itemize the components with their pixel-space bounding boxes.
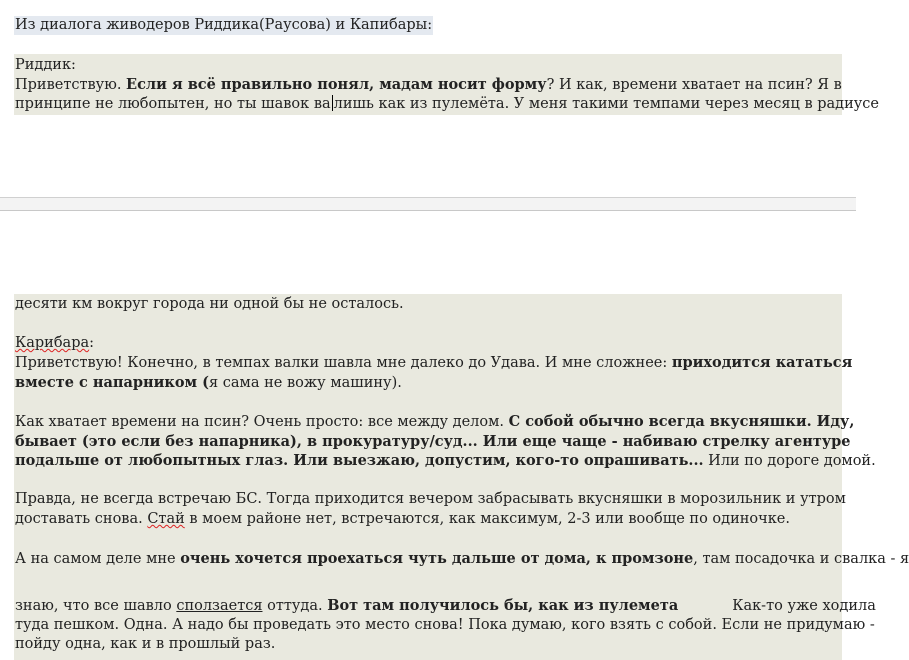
text-run: в моем районе нет, встречаются, как максимум, 2-3 или вообще по одиночке.	[184, 511, 790, 527]
speaker-label-kapibara[interactable]	[15, 334, 94, 353]
text-run: доставать снова.	[15, 511, 148, 527]
document-title[interactable]: Из диалога живодеров Риддика(Раусова) и Капибары:	[15, 17, 433, 33]
text-run: А на самом деле мне	[15, 551, 181, 567]
text-cursor	[332, 95, 333, 111]
text-line[interactable]	[15, 412, 854, 431]
bold-run: Если я всё правильно понял, мадам носит форму	[126, 76, 547, 93]
text-run: знаю, что все шавло	[15, 598, 177, 614]
bold-run: очень хочется проехаться чуть дальше от дома, к промзоне	[180, 550, 694, 567]
bold-run: Вот там получилось бы, как из пулемета	[327, 597, 679, 614]
misspelled-word[interactable]: Стай	[147, 511, 185, 527]
speaker-label-riddik[interactable]: Риддик:	[15, 57, 76, 73]
text-line[interactable]	[15, 373, 402, 392]
text-run: оттуда.	[262, 598, 328, 614]
bold-run: бывает (это если без напарника), в прокуратуру/суд... Или еще чаще - набиваю стрелку агентуре	[15, 433, 851, 450]
text-line[interactable]: десяти км вокруг города ни одной бы не осталось.	[15, 296, 404, 312]
text-line[interactable]	[15, 432, 850, 451]
text-run: лишь как из пулемёта. У меня такими темпами через месяц в радиусе	[333, 96, 879, 112]
text-line[interactable]	[15, 549, 909, 568]
text-line[interactable]	[15, 510, 790, 529]
text-line[interactable]: Правда, не всегда встречаю БС. Тогда приходится вечером забрасывать вкусняшки в морозильник и утром	[15, 491, 846, 507]
bold-run: подальше от любопытных глаз. Или выезжаю, допустим, кого-то опрашивать...	[15, 452, 704, 469]
page-break	[0, 198, 856, 211]
text-run: , там посадочка и свалка - я	[693, 551, 909, 567]
text-run: Или по дороге домой.	[703, 453, 876, 469]
text-run: Приветствую! Конечно, в темпах валки шавла мне далеко до Удава. И мне сложнее:	[15, 355, 672, 371]
text-line[interactable]: пойду одна, как и в прошлый раз.	[15, 636, 276, 652]
text-run: принципе не любопытен, но ты шавок ва	[15, 96, 331, 112]
text-line[interactable]	[15, 353, 852, 372]
misspelled-word[interactable]: Карибара	[15, 335, 90, 351]
text-run: Как-то уже ходила	[732, 598, 876, 614]
text-run: ? И как, времени хватает на псин? Я в	[546, 77, 842, 93]
underlined-word: сползается	[176, 598, 263, 614]
text-line[interactable]	[15, 75, 842, 94]
bold-run: приходится кататься	[671, 354, 853, 371]
text-line[interactable]	[15, 451, 876, 470]
text-line[interactable]	[15, 95, 879, 114]
bold-run: С собой обычно всегда вкусняшки. Иду,	[508, 413, 855, 430]
text-line[interactable]: туда пешком. Одна. А надо бы проведать это место снова! Пока думаю, кого взять с собой. Если не придумаю -	[15, 617, 875, 633]
text-run: Как хватает времени на псин? Очень просто: все между делом.	[15, 414, 509, 430]
bold-run: вместе с напарником (	[15, 374, 210, 391]
text-run: Приветствую.	[15, 77, 127, 93]
text-line[interactable]	[15, 596, 876, 615]
text-run: :	[89, 335, 95, 351]
text-run: я сама не вожу машину).	[209, 375, 402, 391]
